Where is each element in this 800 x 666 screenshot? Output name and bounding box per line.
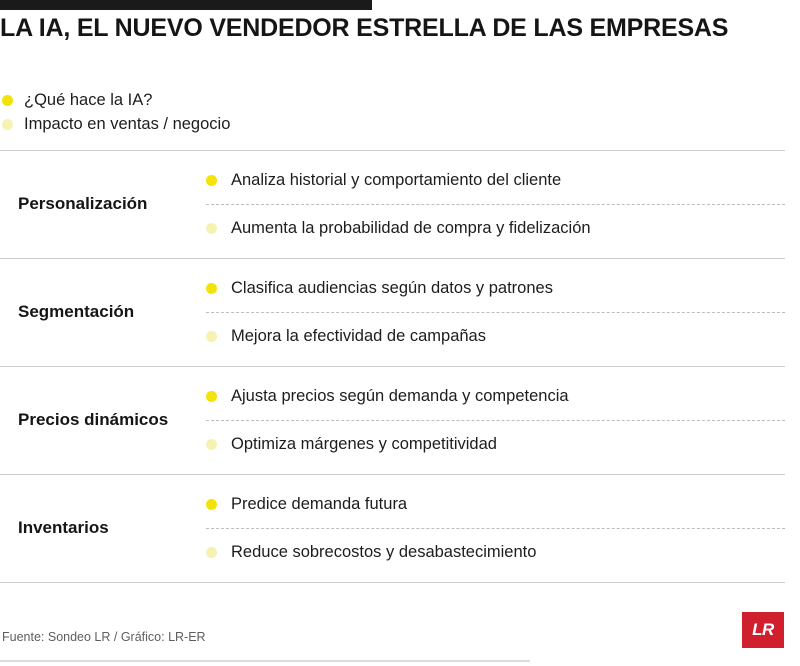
list-item-label: Reduce sobrecostos y desabastecimiento	[231, 542, 537, 561]
bullet-dot-icon	[206, 391, 217, 402]
legend-dot-icon	[2, 119, 13, 130]
group-rows	[206, 259, 785, 366]
bullet-dot-icon	[206, 283, 217, 294]
bottom-divider	[0, 660, 530, 662]
table-row	[0, 367, 785, 475]
list-item	[206, 373, 785, 420]
lr-logo	[742, 612, 784, 648]
legend-item	[2, 112, 230, 136]
legend-item-label: Impacto en ventas / negocio	[24, 114, 231, 133]
list-item	[206, 204, 785, 252]
group-label: Inventarios	[18, 518, 109, 538]
source-credit: Fuente: Sondeo LR / Gráfico: LR-ER	[2, 630, 206, 644]
lr-logo-label: LR	[752, 620, 774, 639]
list-item	[206, 528, 785, 576]
bullet-dot-icon	[206, 223, 217, 234]
list-item-label: Predice demanda futura	[231, 494, 408, 513]
table-row	[0, 475, 785, 583]
top-accent-bar	[0, 0, 372, 10]
legend-item	[2, 88, 230, 112]
legend-item-label: ¿Qué hace la IA?	[24, 90, 153, 109]
bullet-dot-icon	[206, 331, 217, 342]
group-label: Personalización	[18, 194, 148, 214]
legend	[2, 88, 230, 136]
table-row	[0, 150, 785, 259]
bullet-dot-icon	[206, 439, 217, 450]
bullet-dot-icon	[206, 547, 217, 558]
table-row	[0, 259, 785, 367]
list-item-label: Clasifica audiencias según datos y patrones	[231, 278, 553, 297]
bullet-dot-icon	[206, 499, 217, 510]
group-label: Precios dinámicos	[18, 410, 169, 430]
list-item	[206, 312, 785, 360]
list-item-label: Aumenta la probabilidad de compra y fidelización	[231, 218, 591, 237]
list-item-label: Analiza historial y comportamiento del cliente	[231, 170, 562, 189]
group-rows	[206, 367, 785, 474]
bullet-dot-icon	[206, 175, 217, 186]
group-rows	[206, 475, 785, 582]
list-item	[206, 420, 785, 468]
list-item	[206, 481, 785, 528]
group-label: Segmentación	[18, 302, 135, 322]
list-item-label: Optimiza márgenes y competitividad	[231, 434, 497, 453]
legend-dot-icon	[2, 95, 13, 106]
list-item	[206, 265, 785, 312]
page-title: LA IA, EL NUEVO VENDEDOR ESTRELLA DE LAS EMPRESAS	[0, 14, 729, 42]
list-item	[206, 157, 785, 204]
list-item-label: Mejora la efectividad de campañas	[231, 326, 486, 345]
content-table	[0, 150, 785, 583]
list-item-label: Ajusta precios según demanda y competencia	[231, 386, 569, 405]
group-rows	[206, 151, 785, 258]
